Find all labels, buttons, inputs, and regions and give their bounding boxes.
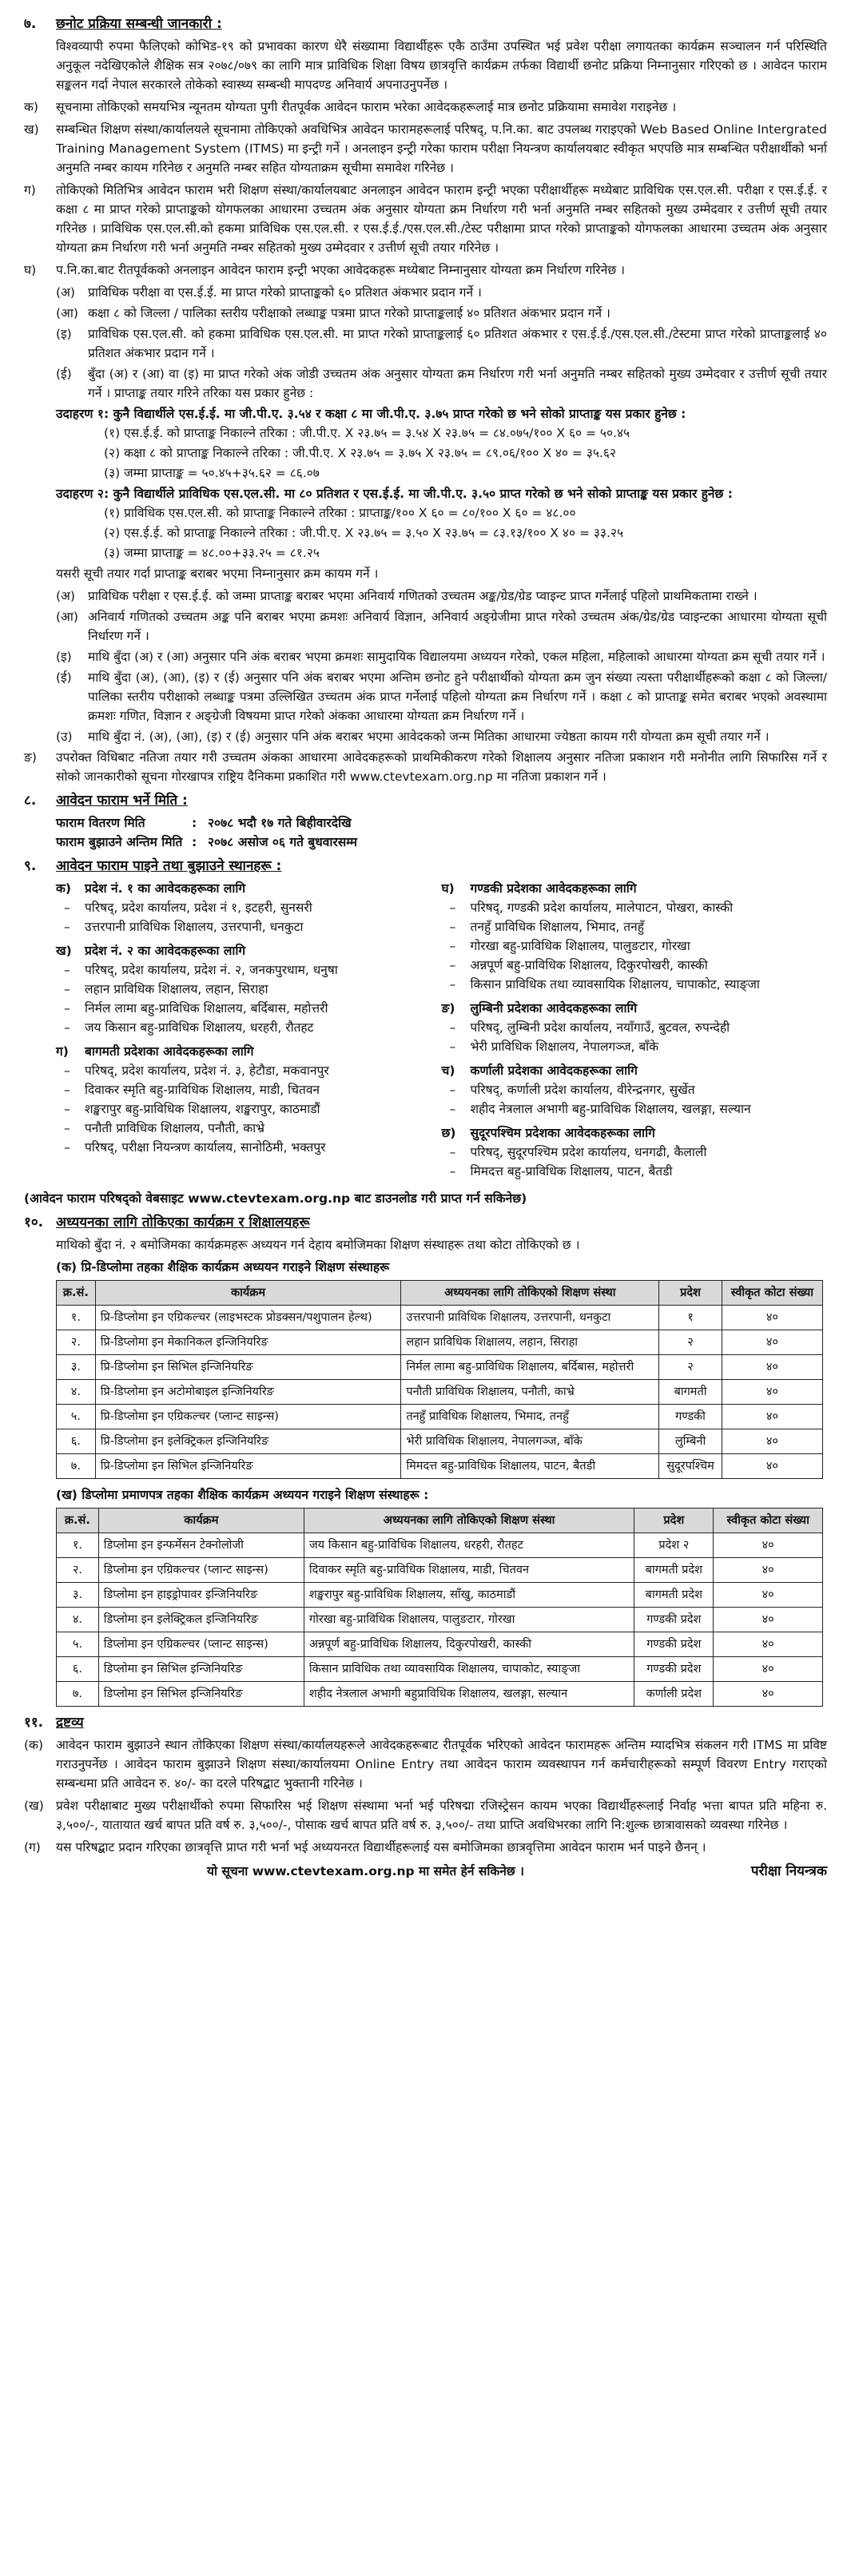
table-cell: ४० [722,1380,822,1405]
item-label: (अ) [56,589,75,603]
table-cell: प्रि-डिप्लोमा इन सिभिल इन्जिनियरिङ [95,1454,401,1479]
table-cell: ४० [722,1330,822,1355]
table-cell: ५. [57,1405,96,1429]
table-cell: २ [659,1330,722,1355]
example-1-heading: उदाहरण १: कुनै विद्यार्थीले एस.ई.ई. मा जी.पी.ए. ३.५४ र कक्षा ८ मा जी.पी.ए. ३.७५ प्राप्त गरेको छ भने सोको प्राप्ताङ्क यस प्रकार हुनेछ : [56,407,686,421]
section-number: ७. [24,16,37,32]
province-column-right [442,879,828,1186]
date-key: फाराम बुझाउने अन्तिम मिति [56,835,183,849]
date-row-deadline: फाराम बुझाउने अन्तिम मिति : २०७८ असोज ०६ गते बुधवारसम्म [56,833,827,852]
sub-item [56,586,827,606]
province-title: प्रदेश नं. २ का आवेदकहरूका लागि [85,944,246,958]
table-cell: गण्डकी प्रदेश [634,1632,714,1657]
column-header: क्र.सं. [57,1509,99,1533]
table-cell: डिप्लोमा इन हाइड्रोपावर इन्जिनियरिङ [98,1583,304,1608]
office-name: निर्मल लामा बहु-प्राविधिक शिक्षालय, बर्दिबास, महोत्तरी [85,1001,328,1016]
list-item [24,120,827,177]
date-key: फाराम वितरण मिति [56,816,145,830]
office-item [450,1099,828,1119]
province-block [442,1061,828,1119]
province-heading [442,1061,828,1080]
office-item [450,917,828,936]
table-cell: प्रि-डिप्लोमा इन एग्रिकल्चर (लाइभस्टक प्रोडक्सन/पशुपालन हेल्थ) [95,1306,401,1330]
section-9-heading [24,857,827,876]
province-label: च) [441,1063,455,1078]
notes-list [24,1735,827,1857]
calc-line: (१) प्राविधिक एस.एल.सी. को प्राप्ताङ्क निकाल्ने तरिका : प्राप्ताङ्क/१०० X ६० = ८०/१०० X ६० = ४८.०० [104,506,576,520]
office-name: लहान प्राविधिक शिक्षालय, लहान, सिराहा [85,982,268,996]
table-cell: २. [57,1330,96,1355]
office-name: जय किसान बहु-प्राविधिक शिक्षालय, धरहरी, रौतहट [85,1020,314,1035]
office-name: परिषद्, प्रदेश कार्यालय, प्रदेश नं १, इटहरी, सुनसरी [85,900,312,915]
table-row [57,1682,823,1707]
section-title: छनोट प्रक्रिया सम्बन्धी जानकारी : [56,16,222,32]
item-label: (ख) [24,1799,44,1813]
table-cell: ४. [57,1608,99,1632]
office-name: उत्तरपानी प्राविधिक शिक्षालय, उत्तरपानी, धनकुटा [85,920,304,934]
table-cell: प्रि-डिप्लोमा इन इलेक्ट्रिकल इन्जिनियरिङ [95,1429,401,1454]
table-cell: डिप्लोमा इन एग्रिकल्चर (प्लान्ट साइन्स) [98,1632,304,1657]
example-1 [56,404,827,483]
table-cell: प्रि-डिप्लोमा इन सिभिल इन्जिनियरिङ [95,1355,401,1380]
item-label: (आ) [56,610,78,624]
sub-item [56,364,827,403]
office-item [450,1018,828,1037]
date-value: २०७८ भदौ १७ गते बिहीवारदेखि [208,816,352,830]
item-text: अनिवार्य गणितको उच्चतम अङ्क पनि बराबर भएमा क्रमशः अनिवार्य विज्ञान, अनिवार्य अङ्ग्रेजीमा प्राप्त गरेको उच्चतम अंक/ग्रेड/ग्रेड प्वाइन्टका आधारमा योग्यता सूची निर्धारण गर्ने । [88,610,827,643]
section-11-heading [24,1713,827,1732]
province-heading [56,879,442,898]
table-cell: प्रि-डिप्लोमा इन एग्रिकल्चर (प्लान्ट साइन्स) [95,1405,401,1429]
table-cell: बागमती प्रदेश [634,1583,714,1608]
province-title: गण्डकी प्रदेशका आवेदकहरूका लागि [470,881,637,896]
example-2-heading: उदाहरण २: कुनै विद्यार्थीले प्राविधिक एस.एल.सी. मा ८० प्रतिशत र एस.ई.ई. मा जी.पी.ए. ३.५० प्राप्त गरेको छ भने सोको प्राप्ताङ्क यस प्रकार हुनेछ : [56,487,733,501]
table-cell: पनौती प्राविधिक शिक्षालय, पनौती, काभ्रे [401,1380,659,1405]
office-name: तनहुँ प्राविधिक शिक्षालय, भिमाद, तनहुँ [470,920,644,934]
province-title: प्रदेश नं. १ का आवेदकहरूका लागि [85,881,246,896]
item-label: (ग) [24,1840,41,1854]
bullet-icon: – [449,1102,456,1116]
bullet-icon: – [449,1040,456,1054]
item-text: कक्षा ८ को जिल्ला / पालिका स्तरीय परीक्षाको लब्धाङ्क पत्रमा प्राप्त गरेको प्राप्ताङ्कलाई ४० प्रतिशत अंकभार प्रदान गर्ने । [88,306,610,320]
section-title: अध्ययनका लागि तोकिएका कार्यक्रम र शिक्षालयहरू [56,1214,310,1230]
table-cell: अन्नपूर्ण बहु-प्राविधिक शिक्षालय, दिकुरपोखरी, कास्की [304,1632,634,1657]
item-label: (ई) [56,367,72,381]
table-cell: शहीद नेत्रलाल अभागी बहुप्राविधिक शिक्षालय, खलङ्गा, सल्यान [304,1682,634,1707]
item-text: यस परिषद्बाट प्रदान गरिएका छात्रवृत्ति प्राप्त गरी भर्ना भई अध्ययनरत विद्यार्थीहरूलाई यस बमोजिमका छात्रवृत्तिमा आवेदन फाराम भर्न पाइने छैनन् । [56,1840,706,1854]
column-header: प्रदेश [634,1509,714,1533]
table-cell: मिमदत्त बहु-प्राविधिक शिक्षालय, पाटन, बैतडी [401,1454,659,1479]
sub-item [56,647,827,666]
column-header: स्वीकृत कोटा संख्या [722,1281,822,1306]
bullet-icon: – [64,1063,70,1078]
section-number: १०. [24,1214,44,1230]
bullet-icon: – [64,963,70,977]
office-item [450,898,828,917]
selection-subpoints [24,283,827,403]
province-label: छ) [441,1126,456,1140]
province-title: सुदूरपश्चिम प्रदेशका आवेदकहरूका लागि [470,1126,655,1140]
table-cell: ४० [714,1533,823,1558]
province-heading [442,879,828,898]
tie-break-subpoints [24,586,827,746]
office-name: परिषद्, लुम्बिनी प्रदेश कार्यालय, नयाँगाउँ, बुटवल, रुपन्देही [470,1020,730,1035]
table-row [57,1355,823,1380]
table-body [57,1306,823,1479]
table-cell: दिवाकर स्मृति बहु-प्राविधिक शिक्षालय, माडी, चितवन [304,1558,634,1583]
tie-break-intro: यसरी सूची तयार गर्दा प्राप्ताङ्क बराबर भएमा निम्नानुसार क्रम कायम गर्ने । [56,566,379,581]
table-cell: लुम्बिनी [659,1429,722,1454]
table-cell: डिप्लोमा इन सिभिल इन्जिनियरिङ [98,1657,304,1682]
note-item [24,1735,827,1793]
table-cell: ६. [57,1429,96,1454]
bullet-icon: – [64,1140,70,1155]
table-cell: प्रि-डिप्लोमा इन अटोमोबाइल इन्जिनियरिङ [95,1380,401,1405]
column-header: कार्यक्रम [98,1509,304,1533]
office-item [450,956,828,975]
example-2-lines [56,503,827,563]
bullet-icon: – [64,1083,70,1097]
table-cell: ४० [714,1632,823,1657]
office-name: परिषद्, कर्णाली प्रदेश कार्यालय, वीरेन्द्रनगर, सुर्खेत [470,1083,695,1097]
diploma-table [56,1508,823,1707]
table-cell: किसान प्राविधिक तथा व्यावसायिक शिक्षालय, चापाकोट, स्याङ्जा [304,1657,634,1682]
column-header: कार्यक्रम [95,1281,401,1306]
province-heading [442,1123,828,1143]
bullet-icon: – [449,1020,456,1035]
table-cell: ५. [57,1632,99,1657]
province-title: लुम्बिनी प्रदेशका आवेदकहरूका लागि [470,1001,638,1016]
item-text: सम्बन्धित शिक्षण संस्था/कार्यालयले सूचनामा तोकिएको अवधिभित्र आवेदन फारामहरूलाई परिषद्, प.नि.का. बाट उपलब्ध गराइएको Web Based Online Intergrated Training Management System (ITMS) मा इन्ट्री गर्ने । अनलाइन इन्ट्री गरेका फाराम परीक्षा नियन्त्रण कार्यालयबाट स्वीकृत भएपछि मात्र सम्बन्धित परीक्षार्थीको भर्ना अनुमति नम्बर कायम गरिनेछ र अनुमति नम्बर सहित योग्यताक्रम सूचीमा समावेश गरिनेछ । [56,122,827,175]
table-cell: निर्मल लामा बहु-प्राविधिक शिक्षालय, बर्दिबास, महोत्तरी [401,1355,659,1380]
column-header: अध्ययनका लागि तोकिएको शिक्षण संस्था [304,1509,634,1533]
item-label: (आ) [56,306,78,320]
sub-item [56,727,827,746]
province-locations [56,879,827,1186]
table-row [57,1632,823,1657]
table-cell: भेरी प्राविधिक शिक्षालय, नेपालगञ्ज, बाँके [401,1429,659,1454]
table-cell: गोरखा बहु-प्राविधिक शिक्षालय, पालुङटार, गोरखा [304,1608,634,1632]
office-item [450,1080,828,1099]
table-cell: सुदूरपश्चिम [659,1454,722,1479]
section-title: आवेदन फाराम पाइने तथा बुझाउने स्थानहरू : [56,858,282,874]
office-item [450,1037,828,1056]
bullet-icon: – [449,920,456,934]
province-block [442,999,828,1056]
table-header-row [57,1281,823,1306]
section-10-heading [24,1213,827,1232]
province-label: ख) [56,944,72,958]
table-cell: ७. [57,1454,96,1479]
bullet-icon: – [449,958,456,972]
example-1-lines [56,423,827,483]
table-cell: ३. [57,1355,96,1380]
bullet-icon: – [64,900,70,915]
table-cell: १. [57,1533,99,1558]
note-item [24,1838,827,1857]
province-block [56,879,442,936]
table-cell: कर्णाली प्रदेश [634,1682,714,1707]
section-8-heading [24,791,827,810]
office-name: भेरी प्राविधिक शिक्षालय, नेपालगञ्ज, बाँके [470,1040,659,1054]
item-label: घ) [24,263,37,277]
office-name: परिषद्, गण्डकी प्रदेश कार्यालय, मालेपाटन, पोखरा, कास्की [470,900,734,915]
table-row [57,1583,823,1608]
table-body [57,1533,823,1707]
table-cell: ३. [57,1583,99,1608]
office-name: दिवाकर स्मृति बहु-प्राविधिक शिक्षालय, माडी, चितवन [85,1083,320,1097]
column-header: स्वीकृत कोटा संख्या [714,1509,823,1533]
calc-line: (२) कक्षा ८ को प्राप्ताङ्क निकाल्ने तरिका : जी.पी.ए. X २३.७५ = ३.७५ X २३.७५ = ८९.०६/१०० X ४० = ३५.६२ [104,446,616,460]
office-name: पनौती प्राविधिक शिक्षालय, पनौती, काभ्रे [85,1121,265,1135]
item-label: ङ) [24,750,37,765]
item-label: क) [24,100,38,114]
table-cell: डिप्लोमा इन एग्रिकल्चर (प्लान्ट साइन्स) [98,1558,304,1583]
office-name: परिषद्, सुदूरपश्चिम प्रदेश कार्यालय, धनगढी, कैलाली [470,1145,707,1159]
table-cell: ४० [722,1454,822,1479]
item-text: प्राविधिक परीक्षा र एस.ई.ई. को जम्मा प्राप्ताङ्क बराबर भएमा अनिवार्य गणितको उच्चतम अङ्क/ग्रेड/ग्रेड प्वाइन्ट प्राप्त गर्नेलाई पहिलो प्राथमिकतामा राख्ने । [88,589,758,603]
table-row [57,1558,823,1583]
province-label: घ) [441,881,455,896]
province-block [56,1042,442,1157]
sub-item [56,324,827,363]
example-2 [56,484,827,563]
table-cell: ४० [714,1608,823,1632]
section-number: ११. [24,1715,44,1731]
office-item [64,960,442,980]
item-label: (ई) [56,670,72,685]
list-item [24,260,827,280]
office-item [64,980,442,999]
section-number: ९. [24,858,37,874]
province-title: बागमती प्रदेशका आवेदकहरूका लागि [85,1044,254,1059]
calc-line: (२) एस.ई.ई. को प्राप्ताङ्क निकाल्ने तरिका : जी.पी.ए. X २३.७५ = ३.५० X २३.७५ = ८३.१३/१०० X ४० = ३३.२५ [104,526,624,540]
office-name: किसान प्राविधिक तथा व्यावसायिक शिक्षालय, चापाकोट, स्याङ्जा [470,977,760,992]
bullet-icon: – [449,939,456,953]
office-item [450,1143,828,1162]
item-text: माथि बुँदा नं. (अ), (आ), (इ) र (ई) अनुसार पनि अंक बराबर भएमा आवेदकको जन्म मितिका आधारमा ज्येष्ठता कायम गरी योग्यता क्रम सूची तयार गर्ने । [88,729,769,744]
table-cell: प्रदेश २ [634,1533,714,1558]
section-7-items [24,97,827,280]
item-text: सूचनामा तोकिएको समयभित्र न्यूनतम योग्यता पुगी रीतपूर्वक आवेदन फाराम भरेका आवेदकहरूलाई मात्र छनोट प्रक्रियामा समावेश गराइनेछ । [56,100,677,114]
table-cell: डिप्लोमा इन इलेक्ट्रिकल इन्जिनियरिङ [98,1608,304,1632]
list-item [24,97,827,117]
list-item [24,181,827,257]
calc-line: (३) जम्मा प्राप्ताङ्क = ५०.४५+३५.६२ = ८६.०७ [104,466,320,480]
sub-item [56,607,827,646]
bullet-icon: – [449,1145,456,1159]
province-title: कर्णाली प्रदेशका आवेदकहरूका लागि [470,1063,638,1078]
section-title: आवेदन फाराम भर्ने मिति : [56,793,188,809]
sub-item [56,668,827,725]
office-name: परिषद्, प्रदेश कार्यालय, प्रदेश नं. ३, हेटौडा, मकवानपुर [85,1063,329,1078]
bullet-icon: – [64,982,70,996]
item-text: उपरोक्त विधिबाट नतिजा तयार गरी उच्चतम अंकका आधारमा आवेदकहरूको प्राथमिकीकरण गरेको शिक्षालय अनुसार नतिजा प्रकाशन गरी मनोनीत लागि सिफारिस गर्ने र सोको जानकारीको सूचना गोरखापत्र राष्ट्रिय दैनिकमा प्रकाशित गरी www.ctevtexam.org.np मा नतिजा प्रकाशन गर्ने । [56,750,827,784]
item-label: (क) [24,1738,43,1752]
table-cell: ४० [722,1306,822,1330]
table-cell: गण्डकी [659,1405,722,1429]
office-item [64,1018,442,1037]
province-heading [442,999,828,1018]
item-text: प.नि.का.बाट रीतपूर्वकको अनलाइन आवेदन फाराम इन्ट्री भएका आवेदकहरू मध्येबाट निम्नानुसार योग्यता क्रम निर्धारण गरिनेछ । [56,263,625,277]
section-7-item-ng [24,748,827,786]
table-row [57,1454,823,1479]
table-cell: ६. [57,1657,99,1682]
date-value: २०७८ असोज ०६ गते बुधवारसम्म [208,835,358,849]
table-row [57,1405,823,1429]
table-row [57,1657,823,1682]
item-text: बुँदा (अ) र (आ) वा (इ) मा प्राप्त गरेको अंक जोडी उच्चतम अंक अनुसार योग्यता क्रम निर्धारण गरी भर्ना अनुमति नम्बर सहितको मुख्य उम्मेदवार र उत्तीर्ण सूची तयार गर्ने । प्राप्ताङ्क तयार गरिने तरिका यस प्रकार हुनेछ : [88,367,827,400]
pre-diploma-table [56,1280,823,1479]
calc-line: (१) एस.ई.ई. को प्राप्ताङ्क निकाल्ने तरिका : जी.पी.ए. X २३.७५ = ३.५४ X २३.७५ = ८४.०७५/१०० X ६० = ५०.४५ [104,426,630,440]
table-a-title: (क) प्रि-डिप्लोमा तहका शैक्षिक कार्यक्रम अध्ययन गराइने शिक्षण संस्थाहरू [56,1260,390,1274]
office-name: शहीद नेत्रलाल अभागी बहु-प्राविधिक शिक्षालय, खलङ्गा, सल्यान [470,1102,751,1116]
table-cell: शङ्खरापुर बहु-प्राविधिक शिक्षालय, साँखु, काठमाडौं [304,1583,634,1608]
office-item [64,917,442,936]
table-cell: ४० [722,1355,822,1380]
office-name: अन्नपूर्ण बहु-प्राविधिक शिक्षालय, दिकुरपोखरी, कास्की [470,958,708,972]
bullet-icon: – [449,1164,456,1179]
office-item [64,1080,442,1099]
bullet-icon: – [449,977,456,992]
bullet-icon: – [64,920,70,934]
table-cell: डिप्लोमा इन इन्फर्मेसन टेक्नोलोजी [98,1533,304,1558]
item-label: (इ) [56,650,72,664]
bullet-icon: – [449,1083,456,1097]
section-10-intro: माथिको बुँदा नं. २ बमोजिमका कार्यक्रमहरू अध्ययन गर्न देहाय बमोजिमका शिक्षण संस्थाहरू तथा कोटा तोकिएको छ । [56,1238,580,1252]
section-title: द्रष्टव्य [56,1715,84,1731]
item-label: (अ) [56,285,75,300]
table-cell: ४० [722,1405,822,1429]
table-cell: लहान प्राविधिक शिक्षालय, लहान, सिराहा [401,1330,659,1355]
table-row [57,1429,823,1454]
table-row [57,1330,823,1355]
bullet-icon: – [449,900,456,915]
signature-title: परीक्षा नियन्त्रक [750,1863,827,1879]
item-text: प्रवेश परीक्षाबाट मुख्य परीक्षार्थीको रुपमा सिफारिस भई शिक्षण संस्थामा भर्ना भई परिषद्मा रजिस्ट्रेसन कायम भएका विद्यार्थीहरूलाई निर्वाह भत्ता बापत प्रति महिना रु. ३,५००/-, यातायात खर्च बापत प्रति वर्ष रु. ३,५००/-, पोसाक खर्च बापत प्रति वर्ष रु. ३,५००/- तथा प्राप्ति अवधिभरका लागि नि:शुल्क छात्रावासको व्यवस्था गरिनेछ । [56,1799,827,1832]
item-label: ग) [24,183,36,197]
bullet-icon: – [64,1121,70,1135]
sub-item [56,283,827,302]
item-text: प्राविधिक परीक्षा वा एस.ई.ई. मा प्राप्त गरेको प्राप्ताङ्कको ६० प्रतिशत अंकभार प्रदान गर्ने । [88,285,482,300]
table-cell: १. [57,1306,96,1330]
table-header-row [57,1509,823,1533]
download-note: (आवेदन फाराम परिषद्को वेबसाइट www.ctevtexam.org.np बाट डाउनलोड गरी प्राप्त गर्न सकिनेछ) [24,1191,527,1206]
bullet-icon: – [64,1020,70,1035]
province-column-left [56,879,442,1186]
item-text: माथि बुँदा (अ) र (आ) अनुसार पनि अंक बराबर भएमा क्रमशः सामुदायिक विद्यालयमा अध्ययन गरेको, एकल महिला, महिलाको आधारमा योग्यता क्रम सूची तयार गर्ने । [88,650,825,664]
form-dates [56,813,827,852]
item-text: तोकिएको मितिभित्र आवेदन फाराम भरी शिक्षण संस्था/कार्यालयबाट अनलाइन आवेदन फाराम इन्ट्री भएका परीक्षार्थीहरू मध्येबाट प्राविधिक एस.एल.सी. परीक्षा र एस.ई.ई. र कक्षा ८ मा प्राप्त गरेको प्राप्ताङ्कको योगफलका आधारमा उच्चतम अंक अनुसार योग्यता क्रम निर्धारण गरी भर्ना अनुमति नम्बर सहितको मुख्य उम्मेदवार र उत्तीर्ण सूची तयार गरिनेछ । प्राविधिक एस.एल.सी.को हकमा प्राविधिक एस.एल.सी. र एस.ई.ई./एस.एल.सी./टेस्ट परीक्षामा प्राप्त गरेको प्राप्ताङ्कको योगफलका आधारमा उच्चतम अंक अनुसार योग्यता क्रम निर्धारण गरी भर्ना अनुमति नम्बर सहितको मुख्य उम्मेदवार र उत्तीर्ण सूची तयार गरिनेछ । [56,183,827,255]
province-label: ङ) [441,1001,455,1016]
table-cell: बागमती [659,1380,722,1405]
column-header: प्रदेश [659,1281,722,1306]
table-row [57,1533,823,1558]
table-cell: बागमती प्रदेश [634,1558,714,1583]
table-row [57,1306,823,1330]
office-item [450,1162,828,1181]
item-text: आवेदन फाराम बुझाउने स्थान तोकिएका शिक्षण संस्था/कार्यालयहरूले आवेदकहरूबाट रीतपूर्वक भरिएको आवेदन फारामहरू अन्तिम म्यादभित्र संकलन गरी ITMS मा प्रविष्ट गराउनुपर्नेछ । आवेदन फाराम बुझाउने शिक्षण संस्था/कार्यालयमा Online Entry तथा आवेदन फाराम व्यवस्थापन गर्न कर्मचारीहरूको सम्पूर्ण विवरण Entry गराएको सम्बन्धमा प्रति आवेदन रु. ४०/- का दरले परिषद्बाट भुक्तानी गरिनेछ । [56,1738,827,1791]
table-cell: डिप्लोमा इन सिभिल इन्जिनियरिङ [98,1682,304,1707]
table-cell: ४. [57,1380,96,1405]
sub-item [56,304,827,323]
item-text: माथि बुँदा (अ), (आ), (इ) र (ई) अनुसार पनि अंक बराबर भएमा अन्तिम छनोट हुने परीक्षार्थीको योग्यता क्रम जुन संख्या त्यस्ता परीक्षार्थीहरूको कक्षा ८ को जिल्ला/पालिका स्तरीय परीक्षाको लब्धाङ्क पत्रमा उल्लिखित उच्चतम अंक प्राप्त गर्नेलाई पहिलो योग्यता क्रम निर्धारण गर्ने । कक्षा ८ को प्राप्ताङ्क समेत बराबर भएको अवस्थामा क्रमशः गणित, विज्ञान र अङ्ग्रेजी विषयमा प्राप्त गरेको अंकका आधारमा योग्यता क्रम निर्धारण गर्ने । [88,670,827,723]
office-name: गोरखा बहु-प्राविधिक शिक्षालय, पालुङटार, गोरखा [470,939,690,953]
office-name: मिमदत्त बहु-प्राविधिक शिक्षालय, पाटन, बैतडी [470,1164,673,1179]
table-row [57,1608,823,1632]
table-cell: २ [659,1355,722,1380]
column-header: अध्ययनका लागि तोकिएको शिक्षण संस्था [401,1281,659,1306]
table-cell: प्रि-डिप्लोमा इन मेकानिकल इन्जिनियरिङ [95,1330,401,1355]
table-cell: १ [659,1306,722,1330]
date-row-distribution: फाराम वितरण मिति : २०७८ भदौ १७ गते बिहीवारदेखि [56,813,827,833]
office-name: परिषद्, परीक्षा नियन्त्रण कार्यालय, सानोठिमी, भक्तपुर [85,1140,326,1155]
office-item [450,975,828,994]
item-text: प्राविधिक एस.एल.सी. को हकमा प्राविधिक एस.एल.सी. मा प्राप्त गरेको प्राप्ताङ्कलाई ६० प्रतिशत अंकभार र एस.ई.ई./एस.एल.सी./टेस्टमा प्राप्त गरेको प्राप्ताङ्कलाई ४० प्रतिशत अंकभार प्रदान गर्ने । [88,327,827,360]
office-item [64,1061,442,1080]
office-item [64,1119,442,1138]
office-item [64,1138,442,1157]
table-cell: तनहुँ प्राविधिक शिक्षालय, भिमाद, तनहुँ [401,1405,659,1429]
item-label: ख) [24,122,39,137]
table-cell: ४० [714,1558,823,1583]
office-name: शङ्खरापुर बहु-प्राविधिक शिक्षालय, शङ्खरापुर, काठमाडौं [85,1102,320,1116]
bullet-icon: – [64,1102,70,1116]
province-block [56,941,442,1037]
note-item [24,1796,827,1835]
section-7-heading [24,14,827,34]
office-item [64,999,442,1018]
bullet-icon: – [64,1001,70,1016]
table-cell: ४० [722,1429,822,1454]
office-item [64,898,442,917]
item-label: (उ) [56,729,73,744]
footer [24,1862,827,1881]
table-cell: जय किसान बहु-प्राविधिक शिक्षालय, धरहरी, रौतहट [304,1533,634,1558]
website-notice: यो सूचना www.ctevtexam.org.np मा समेत हेर्न सकिनेछ । [206,1864,525,1878]
province-label: क) [56,881,71,896]
province-heading [56,1042,442,1061]
province-heading [56,941,442,960]
table-b-title: (ख) डिप्लोमा प्रमाणपत्र तहका शैक्षिक कार्यक्रम अध्ययन गराइने शिक्षण संस्थाहरू : [56,1488,429,1502]
table-cell: ७. [57,1682,99,1707]
province-block [442,1123,828,1181]
table-cell: ४० [714,1657,823,1682]
province-block [442,879,828,994]
section-number: ८. [24,793,37,809]
calc-line: (३) जम्मा प्राप्ताङ्क = ४८.००+३३.२५ = ८१.२५ [104,546,320,560]
office-item [450,936,828,956]
item-label: (इ) [56,327,72,341]
table-row [57,1380,823,1405]
table-cell: गण्डकी प्रदेश [634,1608,714,1632]
table-cell: गण्डकी प्रदेश [634,1657,714,1682]
column-header: क्र.सं. [57,1281,96,1306]
office-name: परिषद्, प्रदेश कार्यालय, प्रदेश नं. २, जनकपुरधाम, धनुषा [85,963,338,977]
office-item [64,1099,442,1119]
table-cell: २. [57,1558,99,1583]
table-cell: उत्तरपानी प्राविधिक शिक्षालय, उत्तरपानी, धनकुटा [401,1306,659,1330]
table-cell: ४० [714,1682,823,1707]
province-label: ग) [56,1044,69,1059]
table-cell: ४० [714,1583,823,1608]
section-7-intro: विश्वव्यापी रुपमा फैलिएको कोभिड-१९ को प्रभावका कारण धेरै संख्यामा विद्यार्थीहरू एकै ठाउँमा उपस्थित भई प्रवेश परीक्षा लगायतका कार्यक्रम सञ्चालन गर्न परिस्थिति अनुकूल नदेखिएकोले शैक्षिक सत्र २०७८/०७९ का लागि मात्र प्राविधिक शिक्षा विषय छात्रवृत्ति कार्यक्रम तर्फका विद्यार्थी छनोट प्रक्रिया निम्नानुसार गरिएको छ । आवेदन फाराम सङ्कलन गर्दा नेपाल सरकारले तोकेको स्वास्थ्य सम्बन्धी मापदण्ड अनिवार्य अपनाउनुपर्नेछ । [56,39,827,92]
